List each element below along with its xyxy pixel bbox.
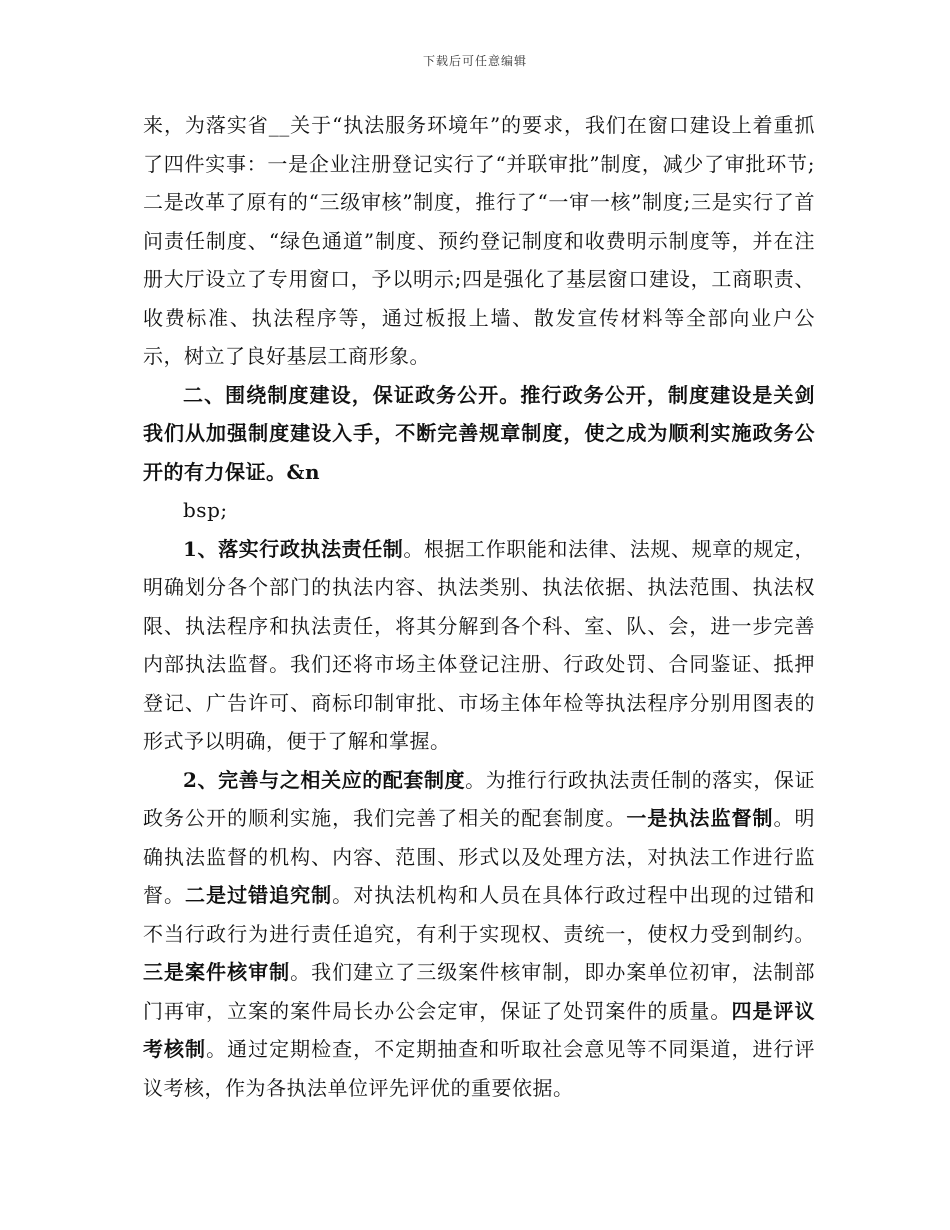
item-2-text-2: 。明确执法监督的机构、内容、范围、形式以及处理方法，对执法工作进行监督。	[143, 806, 816, 907]
item-2-text-5: 。通过定期检查，不定期抽查和听取社会意见等不同渠道，进行评议考核，作为各执法单位评先评优的重要依据。	[143, 1037, 816, 1100]
paragraph-item-2	[143, 761, 815, 1108]
item-2-bold-3: 三是案件核审制	[143, 960, 291, 984]
section-heading-2: 二、围绕制度建设，保证政务公开。推行政务公开，制度建设是关剑我们从加强制度建设入手，不断完善规章制度，使之成为顺利实施政务公开的有力保证。&n	[143, 382, 815, 484]
paragraph-fragment: bsp;	[183, 498, 228, 522]
page-header: 下载后可任意编辑	[422, 54, 527, 68]
item-1-text: 。根据工作职能和法律、法规、规章的规定，明确划分各个部门的执法内容、执法类别、执法依据、执法范围、执法权限、执法程序和执法责任，将其分解到各个科、室、队、会，进一步完善内部执法监督。我们还将市场主体登记注册、行政处罚、合同鉴证、抵押登记、广告许可、商标印制审批、市场主体年检等执法程序分别用图表的形式予以明确，便于了解和掌握。	[143, 536, 816, 753]
item-2-text-4: 。我们建立了三级案件核审制，即办案单位初审，法制部门再审，立案的案件局长办公会定审，保证了处罚案件的质量。	[143, 960, 816, 1023]
item-2-bold-1: 一是执法监督制	[626, 806, 774, 830]
document-body	[143, 106, 815, 1107]
item-2-bold-2: 二是过错追究制	[185, 883, 333, 907]
item-2-text-1: 。为推行行政执法责任制的落实，保证政务公开的顺利实施，我们完善了相关的配套制度。	[143, 767, 815, 830]
paragraph-item-1	[143, 530, 815, 761]
item-2-heading: 2、完善与之相关应的配套制度	[183, 767, 466, 792]
item-2-bold-4: 四是评议考核制	[143, 998, 816, 1061]
item-2-text-3: 。对执法机构和人员在具体行政过程中出现的过错和不当行政行为进行责任追究，有利于实现权、责统一，使权力受到制约。	[143, 883, 816, 946]
paragraph-1: 来，为落实省__关于“执法服务环境年”的要求，我们在窗口建设上着重抓了四件实事：一是企业注册登记实行了“并联审批”制度，减少了审批环节;二是改革了原有的“三级审核”制度，推行了“一审一核”制度;三是实行了首问责任制度、“绿色通道”制度、预约登记制度和收费明示制度等，并在注册大厅设立了专用窗口，予以明示;四是强化了基层窗口建设，工商职责、收费标准、执法程序等，通过板报上墙、散发宣传材料等全部向业户公示，树立了良好基层工商形象。	[143, 113, 815, 368]
item-1-heading: 1、落实行政执法责任制	[183, 536, 404, 561]
